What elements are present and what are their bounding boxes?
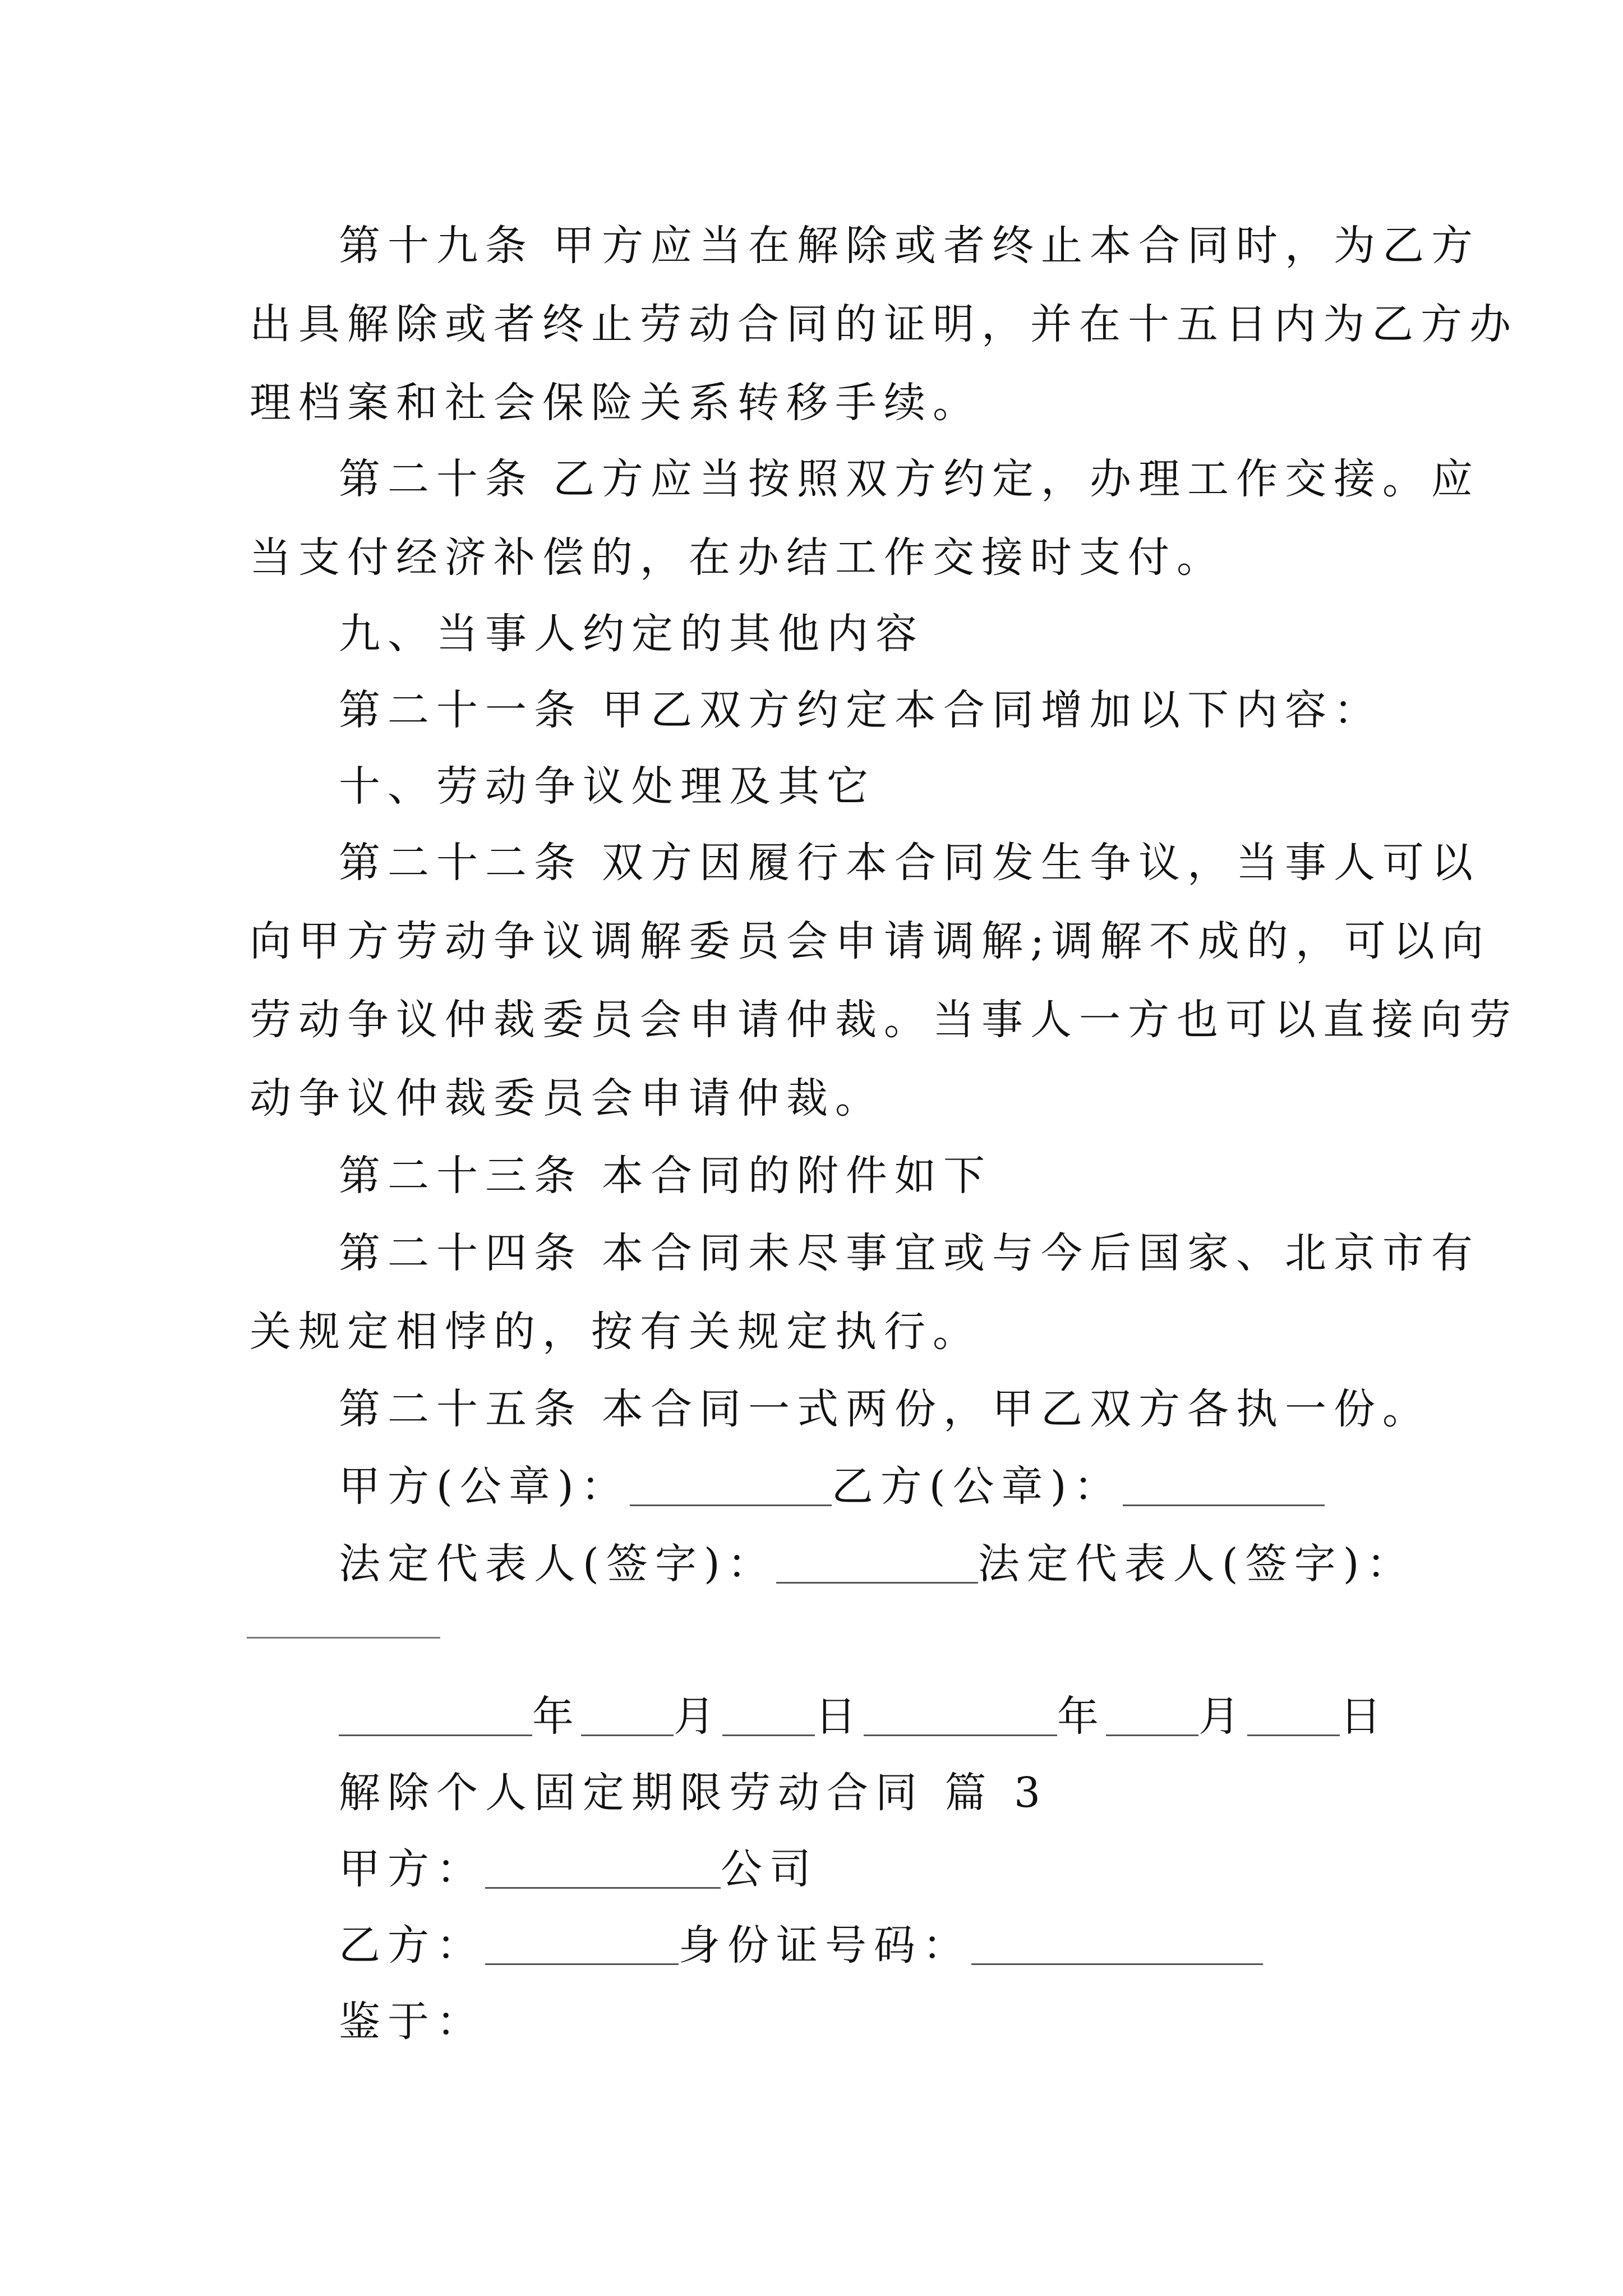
- article-20-text: 乙方应当按照双方约定，办理工作交接。应: [553, 455, 1480, 503]
- article-21-heading: 第二十一条: [339, 686, 583, 734]
- article-20-line-1: [339, 445, 1480, 513]
- article-22-heading: 第二十二条: [339, 839, 583, 887]
- seal-line: [339, 1453, 1382, 1520]
- article-23: [339, 1142, 1382, 1209]
- party-a-seal-label: 甲方(公章)：: [339, 1462, 630, 1511]
- day-b-blank: [1247, 1695, 1340, 1736]
- rep-a-label: 法定代表人(签字)：: [339, 1540, 776, 1588]
- section-10-heading: 十、劳动争议处理及其它: [339, 762, 875, 811]
- month-a-label: 月: [674, 1692, 722, 1741]
- article-24-heading: 第二十四条: [339, 1229, 583, 1277]
- article-20-heading: 第二十条: [339, 455, 534, 503]
- next-contract-title: 解除个人固定期限劳动合同 篇 3: [339, 1769, 1048, 1817]
- next-id-label: 身份证号码：: [679, 1921, 971, 1970]
- article-24-line-2: 关规定相悖的，按有关规定执行。: [250, 1308, 981, 1356]
- year-b-label: 年: [1057, 1692, 1106, 1741]
- next-party-a-line: [339, 1835, 1382, 1903]
- month-b-label: 月: [1198, 1692, 1247, 1741]
- rep-a-blank: [776, 1543, 978, 1584]
- date-line: [339, 1683, 1389, 1750]
- article-23-heading: 第二十三条: [339, 1152, 583, 1200]
- article-19-heading: 第十九条: [339, 222, 534, 270]
- article-25: [339, 1375, 1431, 1443]
- month-a-blank: [581, 1695, 674, 1736]
- next-party-b-label: 乙方：: [339, 1921, 485, 1970]
- next-id-blank: [971, 1924, 1263, 1965]
- article-24-line-1: [339, 1220, 1480, 1287]
- article-19-line-2: 出具解除或者终止劳动合同的证明，并在十五日内为乙方办: [250, 300, 1518, 348]
- article-22-line-2: 向甲方劳动争议调解委员会申请调解;调解不成的，可以向: [250, 917, 1491, 965]
- party-a-seal-blank: [630, 1465, 832, 1506]
- article-25-heading: 第二十五条: [339, 1385, 583, 1433]
- article-19-line-1: [339, 212, 1480, 279]
- next-party-a-suffix: 公司: [721, 1845, 818, 1893]
- section-9-heading: 九、当事人约定的其他内容: [339, 610, 924, 658]
- next-party-a-label: 甲方：: [339, 1845, 485, 1893]
- article-21: [339, 677, 1382, 744]
- party-b-seal-label: 乙方(公章)：: [831, 1462, 1123, 1511]
- year-b-blank: [864, 1695, 1057, 1736]
- article-22-text: 双方因履行本合同发生争议，当事人可以: [602, 839, 1480, 887]
- party-b-seal-blank: [1123, 1465, 1325, 1506]
- rep-b-blank: [247, 1637, 440, 1639]
- article-20-line-2: 当支付经济补偿的，在办结工作交接时支付。: [250, 533, 1225, 582]
- article-22-line-3: 劳动争议仲裁委员会申请仲裁。当事人一方也可以直接向劳: [250, 996, 1518, 1044]
- next-party-a-blank: [485, 1848, 721, 1889]
- article-19-text: 甲方应当在解除或者终止本合同时，为乙方: [553, 222, 1480, 270]
- day-a-label: 日: [815, 1692, 864, 1741]
- year-a-blank: [339, 1695, 532, 1736]
- rep-b-label: 法定代表人(签字)：: [978, 1540, 1415, 1588]
- next-party-b-line: [339, 1912, 1382, 1979]
- article-24-text: 本合同未尽事宜或与今后国家、北京市有: [602, 1229, 1480, 1277]
- month-b-blank: [1106, 1695, 1198, 1736]
- article-19-line-3: 理档案和社会保险关系转移手续。: [250, 379, 981, 427]
- article-21-text: 甲乙双方约定本合同增加以下内容：: [602, 686, 1382, 734]
- day-a-blank: [722, 1695, 815, 1736]
- article-22-line-1: [339, 829, 1480, 896]
- next-whereas: 鉴于：: [339, 1998, 485, 2046]
- year-a-label: 年: [532, 1692, 581, 1741]
- article-23-text: 本合同的附件如下: [602, 1152, 992, 1200]
- representative-line: [339, 1530, 1415, 1598]
- article-22-line-4: 动争议仲裁委员会申请仲裁。: [250, 1074, 884, 1122]
- day-b-label: 日: [1340, 1692, 1389, 1741]
- next-party-b-blank: [485, 1924, 679, 1965]
- article-25-text: 本合同一式两份，甲乙双方各执一份。: [602, 1385, 1431, 1433]
